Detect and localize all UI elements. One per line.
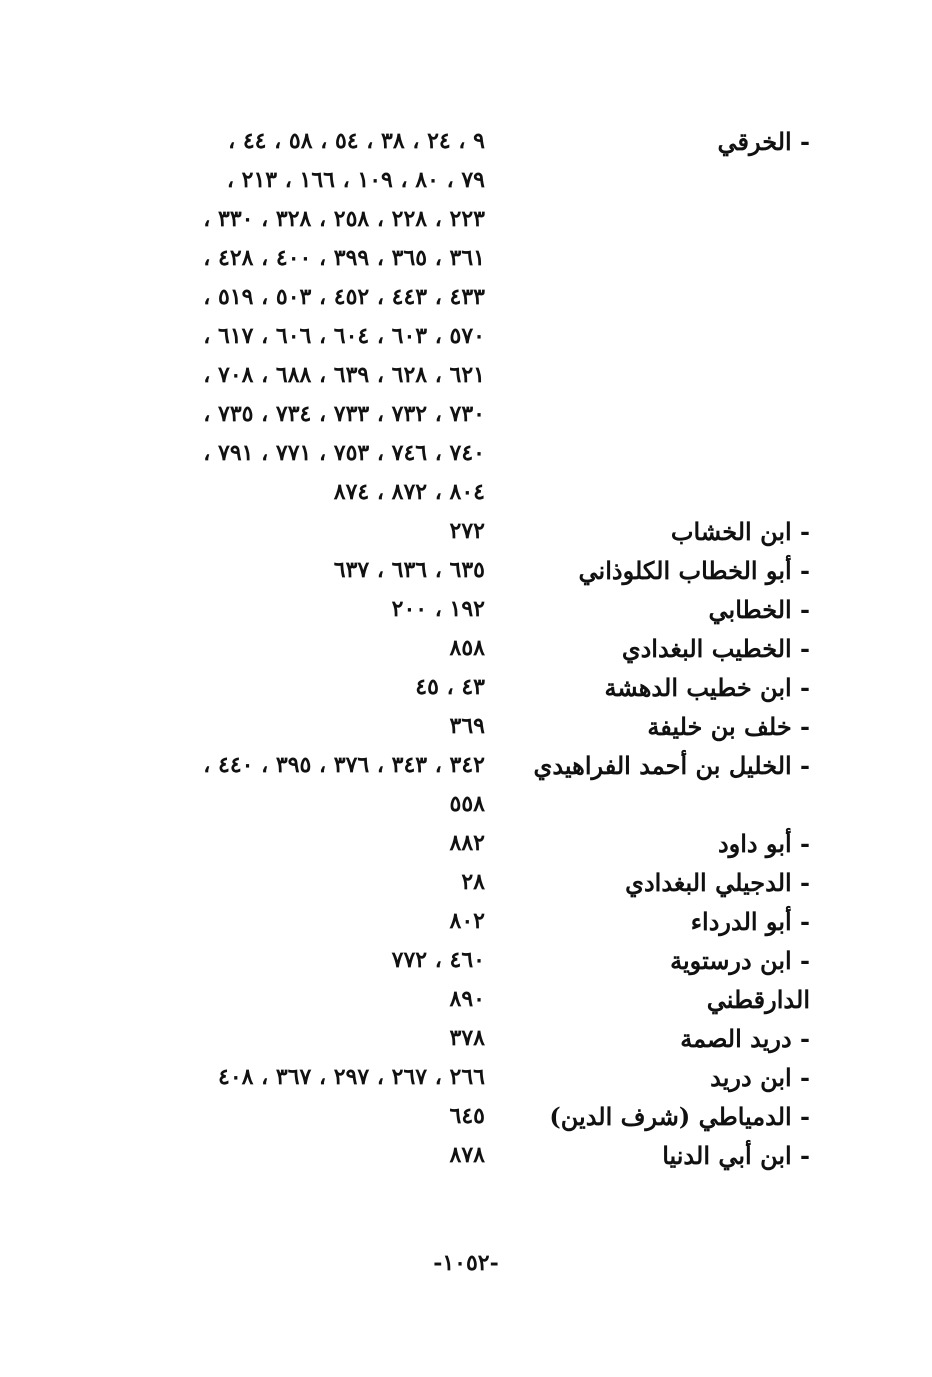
entry-name: - ابن دريد [710,1063,810,1092]
entry-name: - ابن خطيب الدهشة [604,673,810,702]
entry-name: - الدمياطي (شرف الدين) [549,1102,810,1131]
index-row [120,902,810,941]
entry-pages: ٦٢١ ، ٦٢٨ ، ٦٣٩ ، ٦٨٨ ، ٧٠٨ ، [203,362,485,388]
name-index [120,122,810,1175]
entry-name: - دريد الصمة [680,1024,810,1053]
index-row [120,1058,810,1097]
entry-pages: ٦٤٥ [449,1103,485,1129]
entry-pages: ٧٣٠ ، ٧٣٢ ، ٧٣٣ ، ٧٣٤ ، ٧٣٥ ، [203,401,485,427]
entry-pages: ٥٧٠ ، ٦٠٣ ، ٦٠٤ ، ٦٠٦ ، ٦١٧ ، [203,323,485,349]
entry-pages: ٨٧٨ [449,1142,485,1168]
index-row [120,980,810,1019]
entry-pages: ٣٧٨ [449,1025,485,1051]
entry-pages: ٦٣٥ ، ٦٣٦ ، ٦٣٧ [333,557,485,583]
entry-pages: ٤٦٠ ، ٧٧٢ [391,947,485,973]
index-row [120,239,810,278]
entry-pages: ٢٦٦ ، ٢٦٧ ، ٢٩٧ ، ٣٦٧ ، ٤٠٨ [218,1064,485,1090]
entry-pages: ٢٢٣ ، ٢٢٨ ، ٢٥٨ ، ٣٢٨ ، ٣٣٠ ، [203,206,485,232]
entry-pages: ٤٣ ، ٤٥ [415,674,485,700]
entry-pages: ٨٠٤ ، ٨٧٢ ، ٨٧٤ [333,479,485,505]
index-row [120,200,810,239]
entry-name: - الخطابي [708,595,810,624]
entry-name: - أبو داود [717,829,810,858]
entry-pages: ٧٤٠ ، ٧٤٦ ، ٧٥٣ ، ٧٧١ ، ٧٩١ ، [203,440,485,466]
entry-pages: ٨٩٠ [449,986,485,1012]
index-row [120,707,810,746]
index-row [120,1097,810,1136]
index-row [120,278,810,317]
page-number: -١٠٥٢- [433,1250,499,1276]
index-row [120,824,810,863]
entry-name: - خلف بن خليفة [647,712,810,741]
index-row [120,629,810,668]
entry-pages: ٥٥٨ [449,791,485,817]
index-row [120,473,810,512]
entry-pages: ٢٧٢ [449,518,485,544]
index-row [120,317,810,356]
index-row [120,863,810,902]
entry-pages: ٣٦١ ، ٣٦٥ ، ٣٩٩ ، ٤٠٠ ، ٤٢٨ ، [203,245,485,271]
entry-name: - ابن الخشاب [670,517,810,546]
entry-name: - الخرقي [717,127,810,156]
entry-name: - ابن أبي الدنيا [662,1141,810,1170]
index-row [120,161,810,200]
entry-pages: ٨٠٢ [449,908,485,934]
entry-name: - الخطيب البغدادي [621,634,810,663]
index-row [120,746,810,785]
index-row [120,434,810,473]
index-row [120,668,810,707]
index-row [120,122,810,161]
entry-pages: ٨٨٢ [449,830,485,856]
entry-name: الدارقطني [706,985,810,1014]
index-row [120,356,810,395]
entry-name: - الخليل بن أحمد الفراهيدي [533,751,810,780]
entry-pages: ٨٥٨ [449,635,485,661]
entry-name: - أبو الدرداء [690,907,810,936]
index-row [120,1136,810,1175]
index-row [120,551,810,590]
entry-name: - الدجيلي البغدادي [625,868,810,897]
entry-name: - ابن درستوية [670,946,810,975]
entry-pages: ٧٩ ، ٨٠ ، ١٠٩ ، ١٦٦ ، ٢١٣ ، [226,167,485,193]
entry-name: - أبو الخطاب الكلوذاني [578,556,810,585]
entry-pages: ٣٦٩ [449,713,485,739]
index-row [120,395,810,434]
entry-pages: ٤٣٣ ، ٤٤٣ ، ٤٥٢ ، ٥٠٣ ، ٥١٩ ، [203,284,485,310]
entry-pages: ٣٤٢ ، ٣٤٣ ، ٣٧٦ ، ٣٩٥ ، ٤٤٠ ، [203,752,485,778]
entry-pages: ١٩٢ ، ٢٠٠ [391,596,485,622]
index-row [120,941,810,980]
index-row [120,785,810,824]
index-row [120,590,810,629]
index-row [120,1019,810,1058]
entry-pages: ٢٨ [461,869,485,895]
index-row [120,512,810,551]
entry-pages: ٩ ، ٢٤ ، ٣٨ ، ٥٤ ، ٥٨ ، ٤٤ ، [228,128,485,154]
